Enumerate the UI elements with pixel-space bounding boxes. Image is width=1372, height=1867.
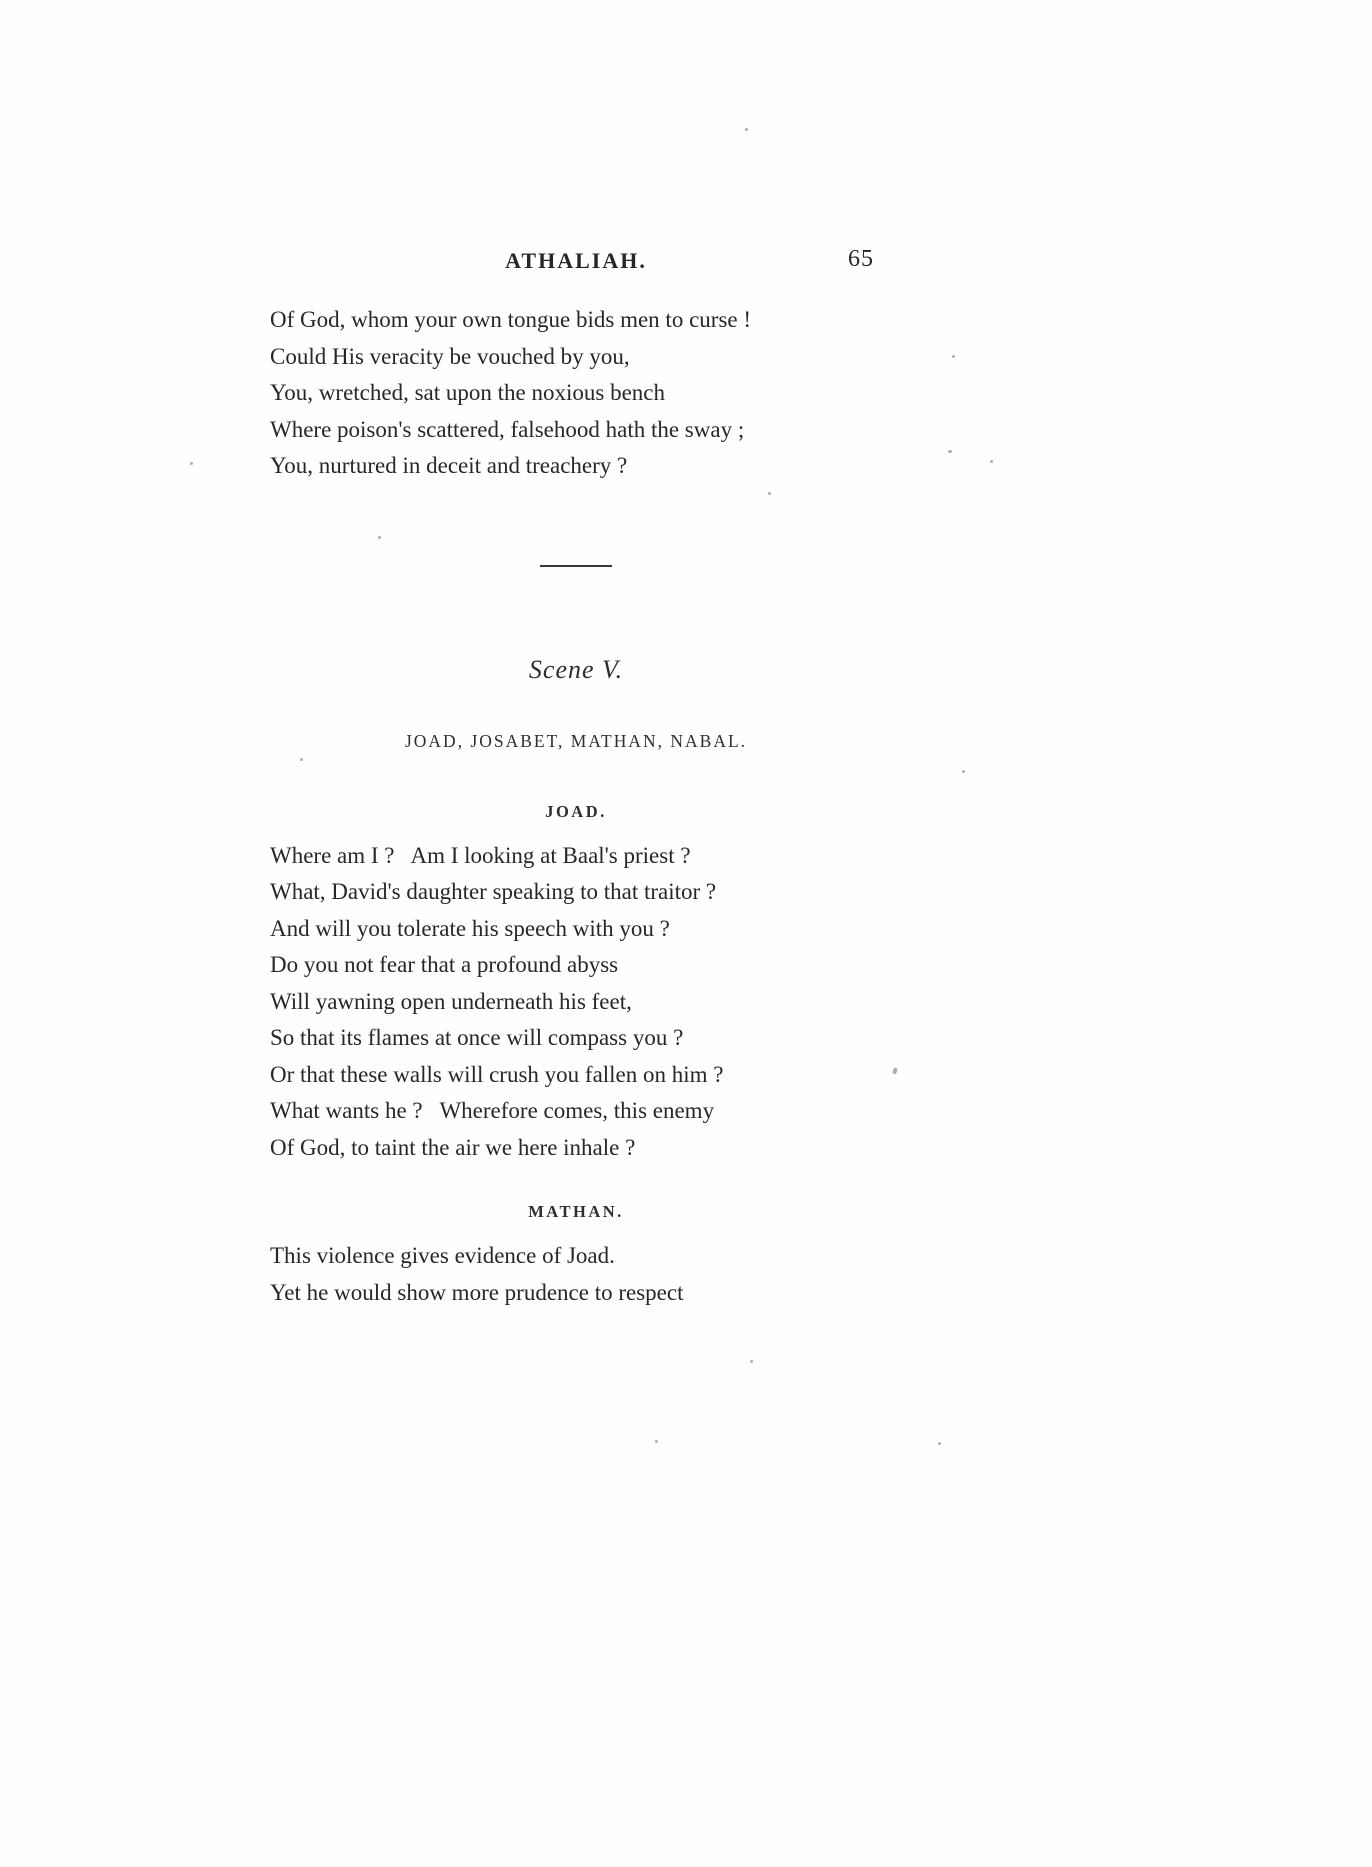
scan-speckle (750, 1360, 753, 1363)
verse-line: Do you not fear that a profound abyss (270, 952, 619, 977)
page-number: 65 (848, 246, 874, 272)
verse-stanza-continuation (270, 302, 882, 485)
running-title: ATHALIAH. (505, 248, 647, 273)
verse-line: Of God, to taint the air we here inhale ? (270, 1134, 636, 1160)
speaker-name: MATHAN. (528, 1202, 624, 1221)
scan-speckle (962, 770, 965, 773)
verse-line: Could His veracity be vouched by you, (270, 343, 630, 369)
scan-speckle (190, 462, 193, 465)
scan-speckle (745, 128, 748, 131)
scan-speckle (378, 536, 381, 539)
scan-speckle (938, 1442, 941, 1445)
verse-line: What wants he ? Wherefore comes, this enemy (270, 1098, 715, 1123)
speech-joad (270, 802, 882, 1167)
verse-line: You, wretched, sat upon the noxious bench (270, 380, 665, 405)
scan-speckle (655, 1440, 658, 1443)
verse-line: Of God, whom your own tongue bids men to curse ! (270, 307, 752, 332)
scene-characters-list: JOAD, JOSABET, MATHAN, NABAL. (404, 730, 748, 751)
verse-line: Where poison's scattered, falsehood hath the sway ; (270, 416, 745, 442)
speaker-name: JOAD. (545, 801, 607, 821)
scan-speckle (768, 492, 771, 495)
text-column (270, 248, 882, 1311)
page-header (270, 248, 882, 278)
verse-line: This violence gives evidence of Joad. (270, 1243, 615, 1268)
speech-lines (270, 838, 882, 1167)
verse-line: And will you tolerate his speech with you ? (270, 915, 670, 941)
verse-line: What, David's daughter speaking to that traitor ? (270, 879, 717, 904)
verse-line: Yet he would show more prudence to respect (270, 1279, 684, 1305)
speech-mathan (270, 1202, 882, 1311)
verse-line: Or that these walls will crush you fallen on him ? (270, 1061, 724, 1087)
scan-speckle (990, 460, 993, 463)
scan-speckle (300, 758, 303, 761)
verse-line: So that its flames at once will compass you ? (270, 1025, 684, 1050)
speech-lines (270, 1238, 882, 1311)
scan-speckle (948, 450, 952, 453)
scene-heading: Scene V. (528, 654, 624, 684)
verse-line: Where am I ? Am I looking at Baal's priest ? (270, 842, 691, 868)
verse-line: You, nurtured in deceit and treachery ? (270, 453, 628, 478)
verse-line: Will yawning open underneath his feet, (270, 988, 632, 1014)
scan-speckle (892, 1067, 898, 1074)
scan-speckle (952, 355, 955, 358)
section-divider-rule (540, 565, 612, 567)
